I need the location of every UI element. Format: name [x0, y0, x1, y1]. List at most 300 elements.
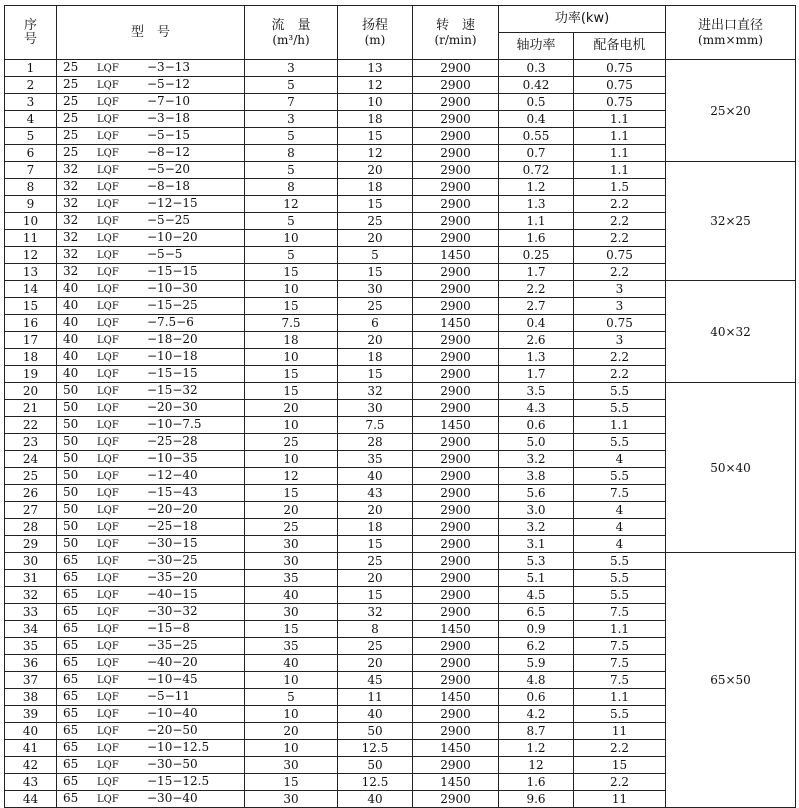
model-type: LQF: [97, 80, 119, 91]
row-number: 37: [5, 672, 57, 689]
shaft-power-cell: 12: [499, 757, 574, 774]
model-spec: −5−11: [147, 689, 191, 703]
flow-cell: 12: [245, 468, 338, 485]
model-size: 32: [63, 162, 79, 176]
head-cell: 32: [338, 383, 413, 400]
row-number: 32: [5, 587, 57, 604]
header-speed-unit: (r/min): [434, 32, 477, 47]
row-number: 39: [5, 706, 57, 723]
flow-cell: 15: [245, 621, 338, 638]
motor-power-cell: 2.2: [574, 230, 666, 247]
model-size: 65: [63, 757, 79, 771]
model-spec: −15−25: [147, 298, 198, 312]
motor-power-cell: 11: [574, 791, 666, 808]
motor-power-cell: 0.75: [574, 77, 666, 94]
table-body: [5, 60, 796, 808]
model-spec: −3−18: [147, 111, 191, 125]
model-size: 32: [63, 179, 79, 193]
model-cell: [57, 196, 245, 213]
model-cell: [57, 366, 245, 383]
model-spec: −5−15: [147, 128, 191, 142]
flow-cell: 30: [245, 536, 338, 553]
speed-cell: 2900: [413, 332, 499, 349]
model-spec: −3−13: [147, 60, 191, 74]
head-cell: 32: [338, 604, 413, 621]
motor-power-cell: 5.5: [574, 587, 666, 604]
speed-cell: 2900: [413, 553, 499, 570]
model-cell: [57, 604, 245, 621]
model-spec: −15−15: [147, 366, 198, 380]
head-cell: 50: [338, 757, 413, 774]
shaft-power-cell: 1.3: [499, 349, 574, 366]
motor-power-cell: 2.2: [574, 740, 666, 757]
model-spec: −15−12.5: [147, 774, 210, 788]
model-type: LQF: [97, 335, 119, 346]
speed-cell: 2900: [413, 77, 499, 94]
model-size: 32: [63, 230, 79, 244]
shaft-power-cell: 0.55: [499, 128, 574, 145]
flow-cell: 25: [245, 519, 338, 536]
model-cell: [57, 468, 245, 485]
model-spec: −10−18: [147, 349, 198, 363]
speed-cell: 2900: [413, 145, 499, 162]
model-type: LQF: [97, 97, 119, 108]
model-cell: [57, 740, 245, 757]
motor-power-cell: 5.5: [574, 434, 666, 451]
header-head-label: 扬程: [361, 17, 388, 33]
speed-cell: 2900: [413, 349, 499, 366]
model-spec: −10−45: [147, 672, 198, 686]
row-number: 10: [5, 213, 57, 230]
model-cell: [57, 621, 245, 638]
model-spec: −30−32: [147, 604, 198, 618]
row-number: 12: [5, 247, 57, 264]
flow-cell: 25: [245, 434, 338, 451]
model-cell: [57, 94, 245, 111]
model-cell: [57, 451, 245, 468]
motor-power-cell: 5.5: [574, 706, 666, 723]
speed-cell: 2900: [413, 366, 499, 383]
motor-power-cell: 1.1: [574, 621, 666, 638]
speed-cell: 2900: [413, 485, 499, 502]
model-spec: −5−12: [147, 77, 191, 91]
model-type: LQF: [97, 726, 119, 737]
diameter-cell: 40×32: [666, 281, 796, 383]
row-number: 41: [5, 740, 57, 757]
model-cell: [57, 672, 245, 689]
speed-cell: 2900: [413, 179, 499, 196]
row-number: 13: [5, 264, 57, 281]
model-size: 65: [63, 689, 79, 703]
model-type: LQF: [97, 539, 119, 550]
model-spec: −8−12: [147, 145, 191, 159]
flow-cell: 40: [245, 655, 338, 672]
head-cell: 12: [338, 145, 413, 162]
head-cell: 15: [338, 264, 413, 281]
header-speed-label: 转 速: [435, 17, 475, 33]
flow-cell: 15: [245, 485, 338, 502]
model-spec: −10−35: [147, 451, 198, 465]
model-type: LQF: [97, 624, 119, 635]
flow-cell: 10: [245, 417, 338, 434]
model-spec: −5−25: [147, 213, 191, 227]
model-size: 65: [63, 655, 79, 669]
model-type: LQF: [97, 63, 119, 74]
head-cell: 43: [338, 485, 413, 502]
model-size: 50: [63, 451, 79, 465]
motor-power-cell: 3: [574, 332, 666, 349]
model-size: 65: [63, 587, 79, 601]
pump-spec-table: [4, 5, 796, 808]
model-cell: [57, 774, 245, 791]
motor-power-cell: 1.5: [574, 179, 666, 196]
head-cell: 5: [338, 247, 413, 264]
table-row: [5, 383, 796, 400]
head-cell: 45: [338, 672, 413, 689]
flow-cell: 8: [245, 145, 338, 162]
model-cell: [57, 332, 245, 349]
model-spec: −12−15: [147, 196, 198, 210]
model-type: LQF: [97, 641, 119, 652]
model-size: 32: [63, 213, 79, 227]
model-cell: [57, 570, 245, 587]
shaft-power-cell: 8.7: [499, 723, 574, 740]
model-spec: −20−20: [147, 502, 198, 516]
model-type: LQF: [97, 267, 119, 278]
model-spec: −35−20: [147, 570, 198, 584]
flow-cell: 15: [245, 366, 338, 383]
model-type: LQF: [97, 301, 119, 312]
model-type: LQF: [97, 420, 119, 431]
shaft-power-cell: 3.2: [499, 451, 574, 468]
model-size: 25: [63, 111, 79, 125]
model-size: 65: [63, 570, 79, 584]
motor-power-cell: 1.1: [574, 162, 666, 179]
model-size: 65: [63, 723, 79, 737]
head-cell: 15: [338, 366, 413, 383]
model-type: LQF: [97, 607, 119, 618]
model-type: LQF: [97, 318, 119, 329]
speed-cell: 2900: [413, 60, 499, 77]
motor-power-cell: 3: [574, 298, 666, 315]
row-number: 3: [5, 94, 57, 111]
model-spec: −25−18: [147, 519, 198, 533]
flow-cell: 10: [245, 740, 338, 757]
model-type: LQF: [97, 216, 119, 227]
flow-cell: 5: [245, 162, 338, 179]
shaft-power-cell: 1.2: [499, 179, 574, 196]
shaft-power-cell: 0.4: [499, 111, 574, 128]
model-size: 50: [63, 502, 79, 516]
model-cell: [57, 587, 245, 604]
flow-cell: 15: [245, 774, 338, 791]
model-type: LQF: [97, 352, 119, 363]
row-number: 8: [5, 179, 57, 196]
model-cell: [57, 315, 245, 332]
row-number: 36: [5, 655, 57, 672]
model-spec: −5−5: [147, 247, 183, 261]
row-number: 38: [5, 689, 57, 706]
model-cell: [57, 298, 245, 315]
model-size: 25: [63, 60, 79, 74]
model-cell: [57, 383, 245, 400]
diameter-cell: 65×50: [666, 553, 796, 808]
motor-power-cell: 7.5: [574, 655, 666, 672]
model-spec: −20−30: [147, 400, 198, 414]
model-spec: −30−15: [147, 536, 198, 550]
speed-cell: 1450: [413, 621, 499, 638]
head-cell: 20: [338, 502, 413, 519]
flow-cell: 7.5: [245, 315, 338, 332]
shaft-power-cell: 4.2: [499, 706, 574, 723]
flow-cell: 18: [245, 332, 338, 349]
shaft-power-cell: 1.3: [499, 196, 574, 213]
motor-power-cell: 1.1: [574, 145, 666, 162]
model-cell: [57, 60, 245, 77]
row-number: 28: [5, 519, 57, 536]
model-spec: −5−20: [147, 162, 191, 176]
model-size: 50: [63, 400, 79, 414]
row-number: 16: [5, 315, 57, 332]
row-number: 20: [5, 383, 57, 400]
model-spec: −8−18: [147, 179, 191, 193]
flow-cell: 10: [245, 281, 338, 298]
row-number: 22: [5, 417, 57, 434]
row-number: 7: [5, 162, 57, 179]
head-cell: 15: [338, 196, 413, 213]
model-type: LQF: [97, 760, 119, 771]
motor-power-cell: 1.1: [574, 689, 666, 706]
shaft-power-cell: 3.1: [499, 536, 574, 553]
model-type: LQF: [97, 386, 119, 397]
header-diameter: [666, 6, 796, 60]
head-cell: 50: [338, 723, 413, 740]
flow-cell: 30: [245, 757, 338, 774]
speed-cell: 2900: [413, 519, 499, 536]
shaft-power-cell: 2.7: [499, 298, 574, 315]
shaft-power-cell: 6.2: [499, 638, 574, 655]
model-type: LQF: [97, 403, 119, 414]
model-cell: [57, 689, 245, 706]
model-size: 65: [63, 740, 79, 754]
model-size: 65: [63, 553, 79, 567]
header-seq: 序号: [5, 6, 57, 60]
head-cell: 13: [338, 60, 413, 77]
model-type: LQF: [97, 250, 119, 261]
flow-cell: 5: [245, 77, 338, 94]
model-size: 25: [63, 145, 79, 159]
row-number: 15: [5, 298, 57, 315]
row-number: 44: [5, 791, 57, 808]
speed-cell: 2900: [413, 94, 499, 111]
flow-cell: 5: [245, 128, 338, 145]
motor-power-cell: 5.5: [574, 383, 666, 400]
model-type: LQF: [97, 590, 119, 601]
header-head: [338, 6, 413, 60]
row-number: 24: [5, 451, 57, 468]
model-type: LQF: [97, 182, 119, 193]
flow-cell: 3: [245, 60, 338, 77]
row-number: 21: [5, 400, 57, 417]
motor-power-cell: 0.75: [574, 94, 666, 111]
flow-cell: 10: [245, 451, 338, 468]
model-spec: −7.5−6: [147, 315, 194, 329]
model-cell: [57, 791, 245, 808]
motor-power-cell: 7.5: [574, 604, 666, 621]
flow-cell: 12: [245, 196, 338, 213]
model-type: LQF: [97, 488, 119, 499]
speed-cell: 2900: [413, 400, 499, 417]
head-cell: 20: [338, 332, 413, 349]
shaft-power-cell: 0.5: [499, 94, 574, 111]
model-spec: −10−12.5: [147, 740, 210, 754]
speed-cell: 2900: [413, 791, 499, 808]
model-size: 32: [63, 196, 79, 210]
shaft-power-cell: 6.5: [499, 604, 574, 621]
model-type: LQF: [97, 199, 119, 210]
shaft-power-cell: 5.1: [499, 570, 574, 587]
row-number: 33: [5, 604, 57, 621]
model-size: 40: [63, 315, 79, 329]
speed-cell: 1450: [413, 247, 499, 264]
shaft-power-cell: 1.7: [499, 264, 574, 281]
model-size: 65: [63, 672, 79, 686]
shaft-power-cell: 0.4: [499, 315, 574, 332]
row-number: 11: [5, 230, 57, 247]
model-size: 50: [63, 485, 79, 499]
flow-cell: 40: [245, 587, 338, 604]
speed-cell: 2900: [413, 655, 499, 672]
diameter-cell: 50×40: [666, 383, 796, 553]
shaft-power-cell: 3.5: [499, 383, 574, 400]
head-cell: 25: [338, 298, 413, 315]
motor-power-cell: 2.2: [574, 366, 666, 383]
row-number: 18: [5, 349, 57, 366]
flow-cell: 15: [245, 383, 338, 400]
shaft-power-cell: 0.72: [499, 162, 574, 179]
shaft-power-cell: 0.3: [499, 60, 574, 77]
model-size: 25: [63, 94, 79, 108]
row-number: 30: [5, 553, 57, 570]
head-cell: 10: [338, 94, 413, 111]
flow-cell: 15: [245, 298, 338, 315]
speed-cell: 2900: [413, 451, 499, 468]
table-row: [5, 553, 796, 570]
row-number: 31: [5, 570, 57, 587]
speed-cell: 2900: [413, 383, 499, 400]
header-flow-unit: (m³/h): [272, 32, 310, 47]
head-cell: 35: [338, 451, 413, 468]
header-flow-label: 流 量: [271, 17, 311, 33]
model-cell: [57, 77, 245, 94]
speed-cell: 2900: [413, 638, 499, 655]
head-cell: 8: [338, 621, 413, 638]
flow-cell: 10: [245, 349, 338, 366]
model-cell: [57, 417, 245, 434]
model-type: LQF: [97, 471, 119, 482]
model-cell: [57, 400, 245, 417]
shaft-power-cell: 3.8: [499, 468, 574, 485]
head-cell: 30: [338, 281, 413, 298]
model-type: LQF: [97, 437, 119, 448]
row-number: 27: [5, 502, 57, 519]
flow-cell: 5: [245, 213, 338, 230]
shaft-power-cell: 0.9: [499, 621, 574, 638]
model-size: 50: [63, 519, 79, 533]
model-spec: −30−40: [147, 791, 198, 805]
speed-cell: 1450: [413, 417, 499, 434]
model-size: 65: [63, 791, 79, 805]
table-row: [5, 60, 796, 77]
header-model: 型 号: [57, 6, 245, 60]
model-spec: −20−50: [147, 723, 198, 737]
model-size: 32: [63, 247, 79, 261]
head-cell: 20: [338, 655, 413, 672]
model-size: 40: [63, 349, 79, 363]
row-number: 29: [5, 536, 57, 553]
shaft-power-cell: 0.42: [499, 77, 574, 94]
flow-cell: 10: [245, 672, 338, 689]
model-size: 65: [63, 774, 79, 788]
speed-cell: 2900: [413, 434, 499, 451]
speed-cell: 2900: [413, 587, 499, 604]
shaft-power-cell: 0.25: [499, 247, 574, 264]
header-shaft-power: 轴功率: [499, 33, 574, 60]
model-size: 40: [63, 332, 79, 346]
model-spec: −15−15: [147, 264, 198, 278]
model-spec: −35−25: [147, 638, 198, 652]
flow-cell: 3: [245, 111, 338, 128]
motor-power-cell: 5.5: [574, 553, 666, 570]
flow-cell: 5: [245, 689, 338, 706]
motor-power-cell: 2.2: [574, 774, 666, 791]
head-cell: 7.5: [338, 417, 413, 434]
model-type: LQF: [97, 573, 119, 584]
shaft-power-cell: 2.2: [499, 281, 574, 298]
row-number: 9: [5, 196, 57, 213]
model-type: LQF: [97, 165, 119, 176]
model-type: LQF: [97, 369, 119, 380]
head-cell: 12: [338, 77, 413, 94]
motor-power-cell: 4: [574, 536, 666, 553]
diameter-cell: 25×20: [666, 60, 796, 162]
model-cell: [57, 655, 245, 672]
model-cell: [57, 553, 245, 570]
model-cell: [57, 179, 245, 196]
model-type: LQF: [97, 148, 119, 159]
model-size: 65: [63, 638, 79, 652]
flow-cell: 10: [245, 706, 338, 723]
speed-cell: 1450: [413, 774, 499, 791]
model-size: 32: [63, 264, 79, 278]
motor-power-cell: 2.2: [574, 349, 666, 366]
motor-power-cell: 4: [574, 502, 666, 519]
motor-power-cell: 2.2: [574, 213, 666, 230]
header-speed: [413, 6, 499, 60]
head-cell: 12.5: [338, 740, 413, 757]
shaft-power-cell: 1.7: [499, 366, 574, 383]
model-spec: −10−40: [147, 706, 198, 720]
model-size: 65: [63, 604, 79, 618]
shaft-power-cell: 0.6: [499, 417, 574, 434]
model-cell: [57, 502, 245, 519]
motor-power-cell: 1.1: [574, 111, 666, 128]
shaft-power-cell: 0.6: [499, 689, 574, 706]
motor-power-cell: 5.5: [574, 400, 666, 417]
head-cell: 40: [338, 468, 413, 485]
model-cell: [57, 536, 245, 553]
head-cell: 18: [338, 349, 413, 366]
